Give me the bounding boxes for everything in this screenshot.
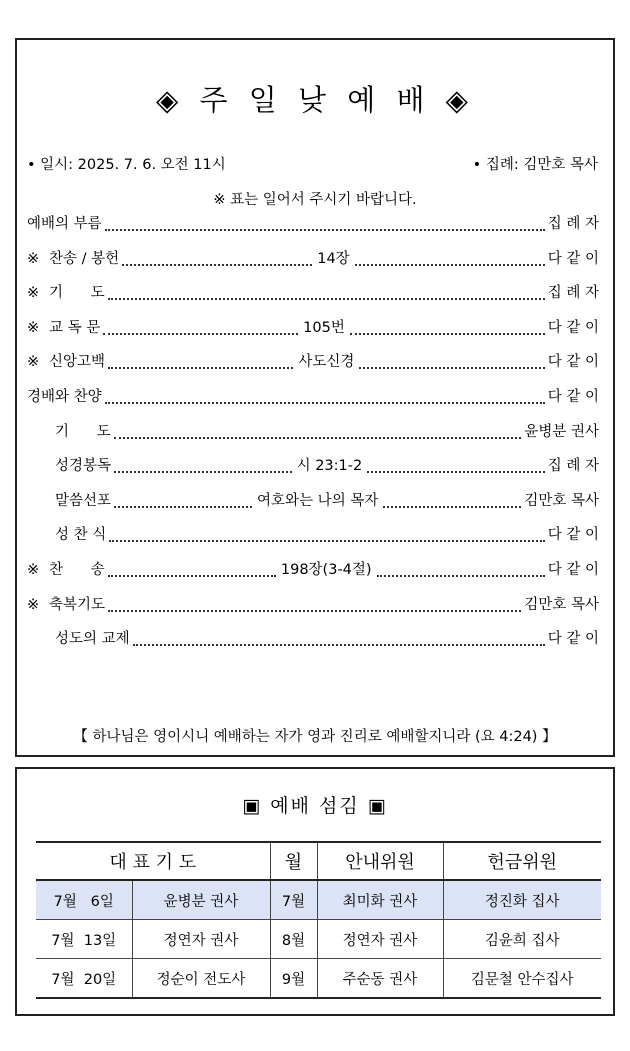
cell-date: 7월 6일	[36, 880, 132, 920]
order-item-responsible: 다 같 이	[547, 562, 600, 578]
order-item-detail: 시 23:1-2	[296, 458, 363, 475]
order-item	[27, 350, 599, 374]
order-item-responsible: 집 례 자	[547, 216, 599, 232]
roster-header-row	[36, 842, 601, 880]
cell-usher: 정연자 권사	[317, 920, 443, 959]
cell-month: 9월	[270, 959, 317, 999]
order-item	[27, 247, 599, 271]
table-row	[36, 920, 601, 959]
cell-offering: 김윤희 집사	[443, 920, 601, 959]
dot-leader	[105, 212, 545, 236]
header-offering: 헌금위원	[443, 842, 601, 880]
stand-notice: ※ 표는 일어서 주시기 바랍니다.	[213, 192, 417, 208]
order-item-responsible: 집 례 자	[547, 285, 599, 302]
order-item-detail: 여호와는 나의 목자	[257, 492, 379, 509]
cell-date: 7월 13일	[36, 920, 132, 959]
header-month: 월	[270, 842, 317, 880]
order-item	[27, 212, 599, 236]
order-item-name: 성 찬 식	[55, 527, 107, 544]
dot-leader	[109, 523, 545, 547]
dot-leader	[103, 316, 298, 340]
order-item	[27, 558, 599, 582]
dot-leader	[114, 454, 292, 478]
dot-leader	[108, 281, 545, 305]
order-item-name: 축복기도	[49, 596, 106, 613]
order-item-responsible: 김만호 목사	[524, 596, 599, 613]
cell-usher: 주순동 권사	[317, 959, 443, 999]
dot-leader	[367, 454, 545, 478]
stand-mark: ※	[27, 319, 40, 336]
dot-leader	[108, 558, 276, 582]
order-item-responsible: 집 례 자	[547, 458, 600, 475]
dot-leader	[377, 558, 545, 582]
dot-leader	[108, 350, 293, 374]
cell-prayer: 윤병분 권사	[132, 880, 270, 920]
worship-date: • 일시: 2025. 7. 6. 오전 11시	[27, 157, 226, 173]
cell-month: 7월	[270, 880, 317, 920]
order-item	[27, 454, 599, 478]
order-item-responsible: 김만호 목사	[524, 492, 599, 509]
dot-leader	[359, 350, 544, 374]
dot-leader	[350, 316, 545, 340]
dot-leader	[122, 247, 312, 271]
worship-leader: • 집례: 김만호 목사	[472, 157, 598, 173]
dot-leader	[105, 385, 545, 409]
order-item-detail: 14장	[317, 250, 350, 267]
order-item	[27, 523, 599, 547]
dot-leader	[108, 593, 521, 617]
dot-leader	[133, 627, 545, 651]
dot-leader	[114, 489, 252, 513]
order-item-name: 예배의 부름	[27, 216, 102, 232]
cell-prayer: 정순이 전도사	[132, 959, 270, 999]
cell-offering: 김문철 안수집사	[443, 959, 601, 999]
order-item-responsible: 다 같 이	[547, 250, 600, 267]
order-item	[27, 281, 599, 305]
table-row	[36, 880, 601, 920]
service-roster-box	[15, 767, 615, 1016]
order-item-responsible: 다 같 이	[547, 527, 599, 544]
cell-date: 7월 20일	[36, 959, 132, 999]
order-item	[27, 420, 599, 444]
order-item-detail: 105번	[303, 319, 345, 336]
roster-table	[36, 841, 601, 999]
order-item	[27, 489, 599, 513]
cell-month: 8월	[270, 920, 317, 959]
stand-mark: ※	[27, 354, 40, 371]
dot-leader	[355, 247, 545, 271]
order-item-name: 기 도	[49, 285, 105, 302]
stand-mark: ※	[27, 562, 40, 578]
order-item-name: 말씀선포	[55, 492, 112, 509]
cell-usher: 최미화 권사	[317, 880, 443, 920]
order-item-responsible: 다 같 이	[547, 319, 599, 336]
order-item-name: 찬 송	[49, 562, 105, 578]
cell-offering: 정진화 집사	[443, 880, 601, 920]
order-item-responsible: 윤병분 권사	[524, 423, 599, 440]
order-item-responsible: 다 같 이	[547, 354, 599, 371]
cell-prayer: 정연자 권사	[132, 920, 270, 959]
order-item-name: 신앙고백	[49, 354, 106, 371]
worship-title: ◈ 주 일 낮 예 배 ◈	[156, 83, 474, 117]
worship-order-box	[15, 38, 615, 757]
stand-mark: ※	[27, 596, 40, 613]
header-prayer: 대 표 기 도	[36, 842, 270, 880]
order-item-name: 기 도	[55, 423, 111, 440]
order-item-responsible: 다 같 이	[547, 631, 599, 648]
stand-mark: ※	[27, 250, 40, 267]
order-item-name: 경배와 찬양	[27, 389, 102, 405]
order-item-responsible: 다 같 이	[547, 389, 599, 405]
order-item	[27, 316, 599, 340]
roster-title: ▣ 예배 섬김 ▣	[242, 795, 388, 817]
header-usher: 안내위원	[317, 842, 443, 880]
order-item-name: 성도의 교제	[55, 631, 130, 648]
order-item-name: 찬송 / 봉헌	[49, 250, 120, 267]
stand-mark: ※	[27, 285, 40, 302]
table-row	[36, 959, 601, 999]
order-item	[27, 385, 599, 409]
order-item-detail: 사도신경	[298, 354, 355, 371]
order-item-name: 성경봉독	[55, 458, 112, 475]
order-item-name: 교 독 문	[49, 319, 101, 336]
order-item	[27, 593, 599, 617]
bible-verse: 【 하나님은 영이시니 예배하는 자가 영과 진리로 예배할지니라 (요 4:24) 】	[73, 729, 557, 745]
order-item-detail: 198장(3-4절)	[280, 562, 372, 578]
order-item	[27, 627, 599, 651]
dot-leader	[114, 420, 522, 444]
dot-leader	[383, 489, 521, 513]
